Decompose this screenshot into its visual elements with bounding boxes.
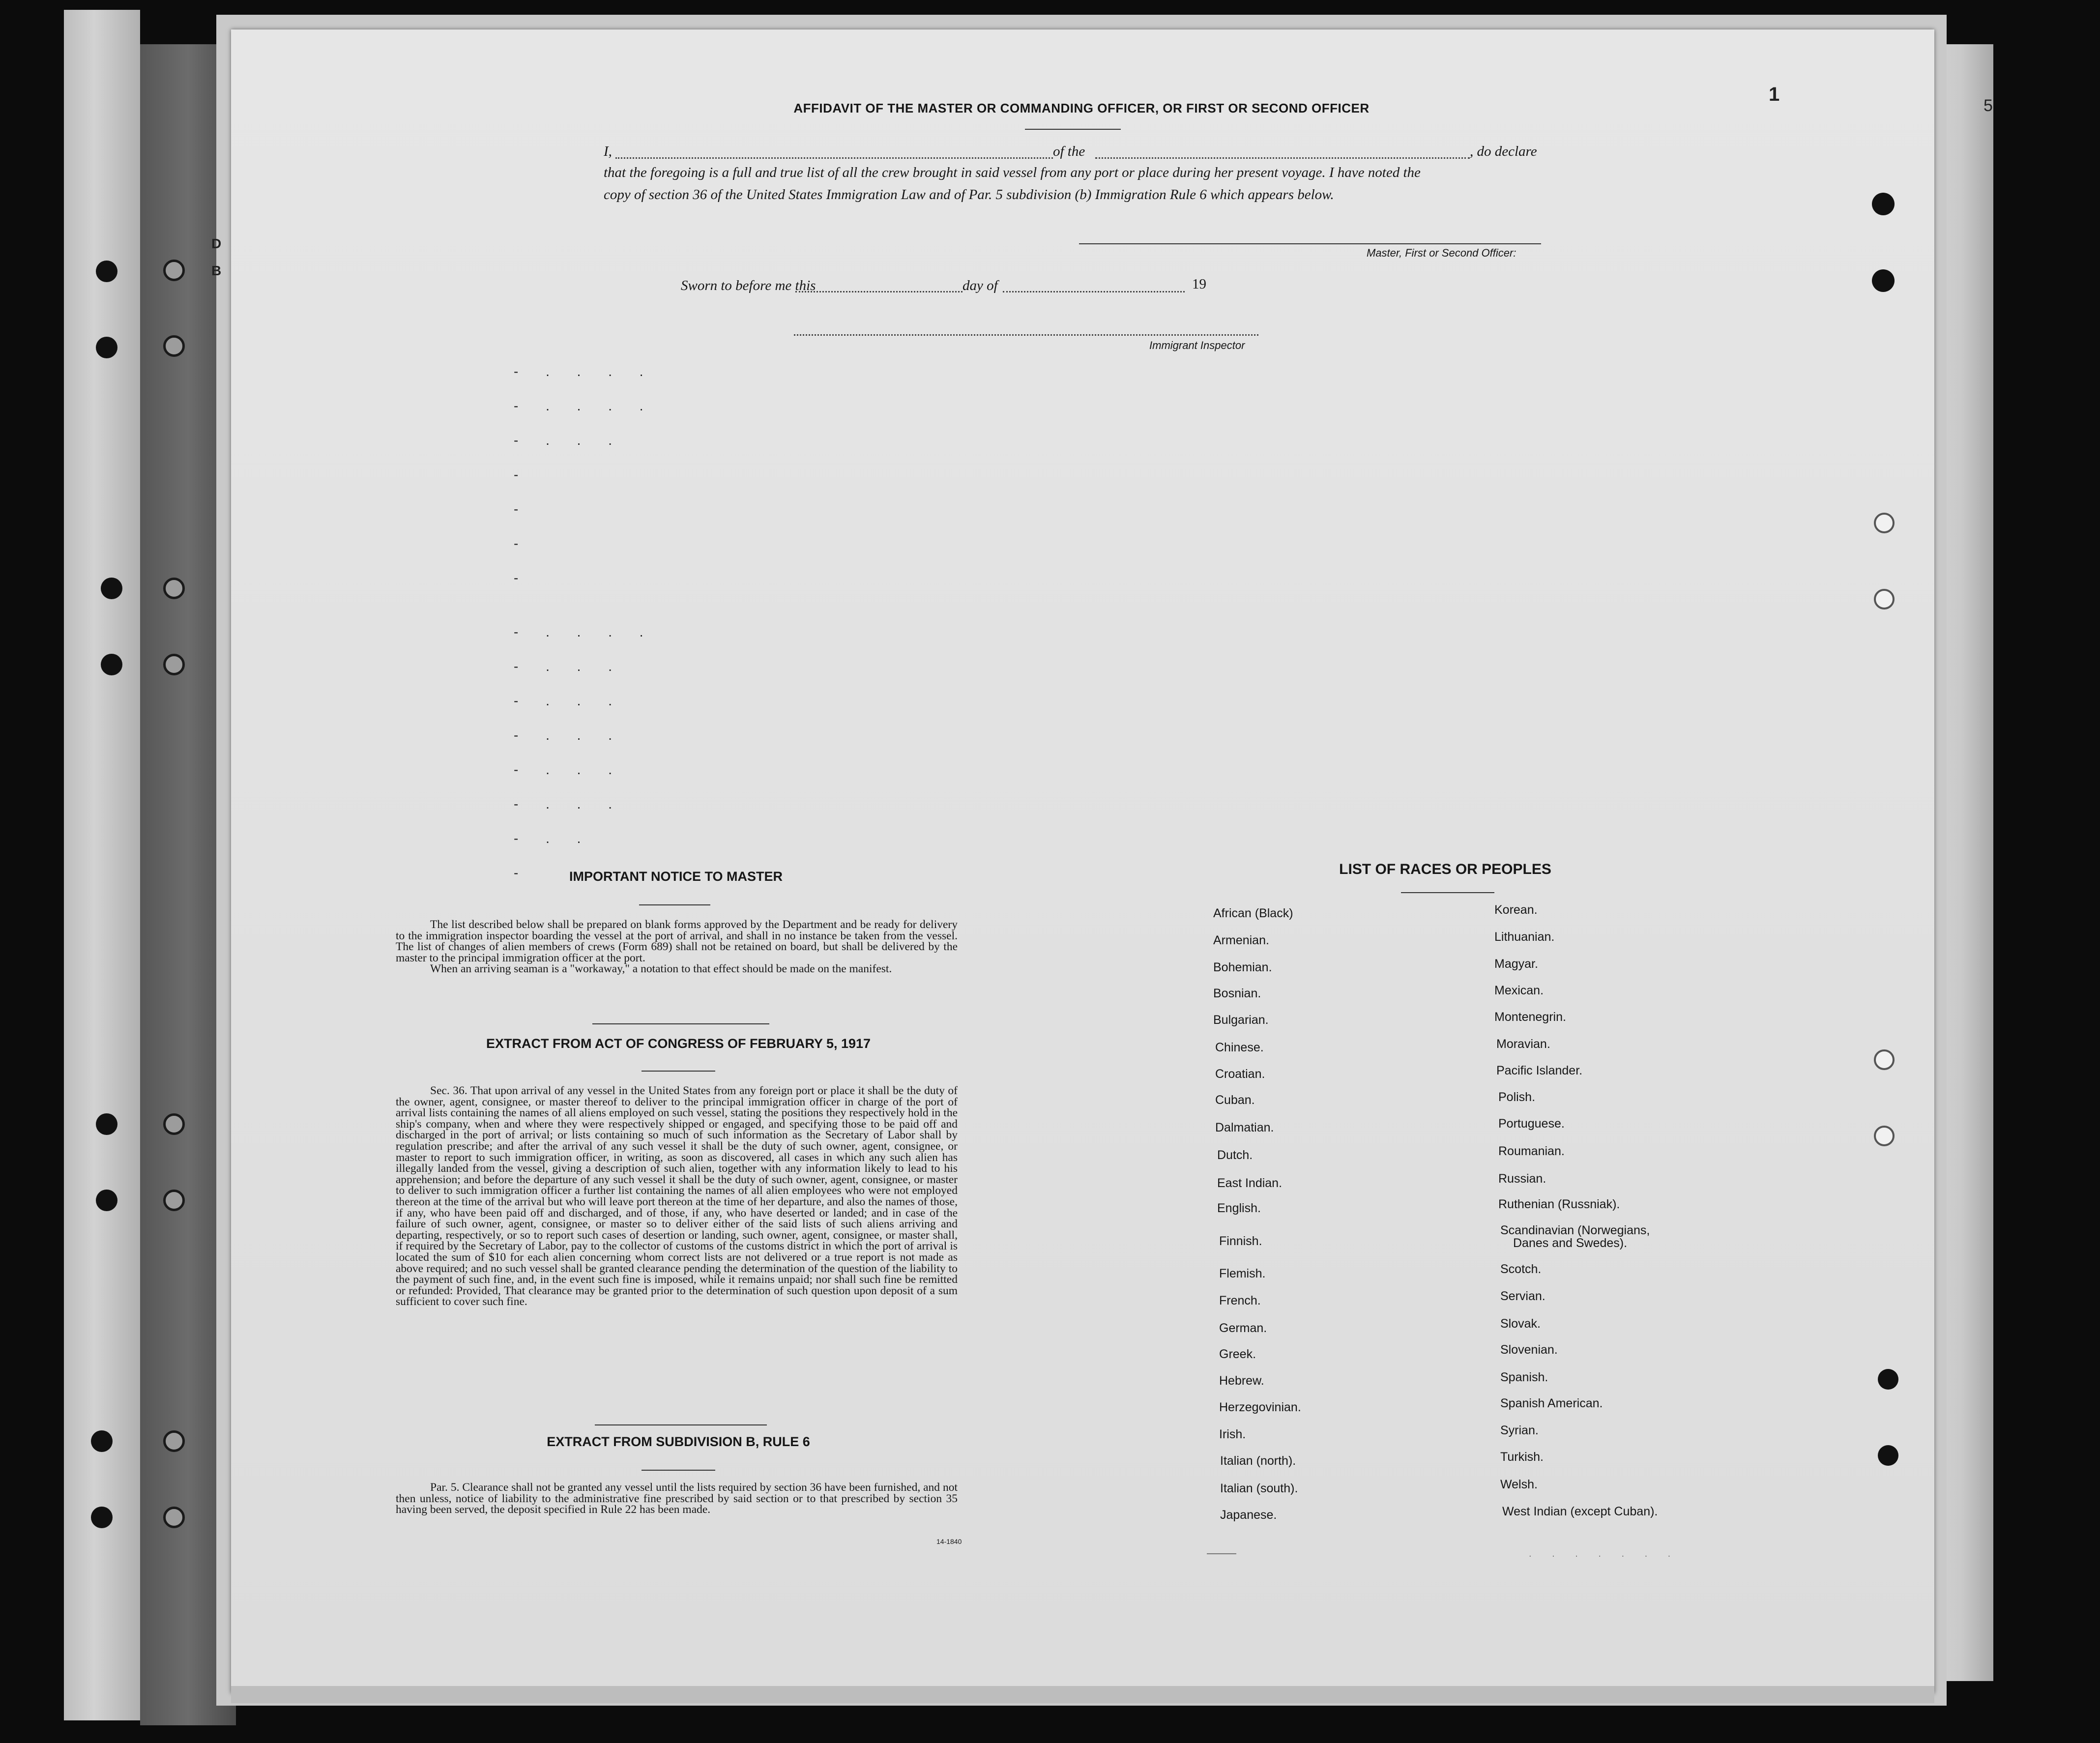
title-rule (1025, 129, 1121, 130)
rule-extract-text (396, 1482, 958, 1515)
race-item: English. (1217, 1201, 1261, 1215)
binder-hole (163, 1113, 185, 1135)
binder-hole (163, 1190, 185, 1211)
race-item: East Indian. (1217, 1176, 1283, 1190)
race-item: Bohemian. (1213, 960, 1272, 974)
binder-hole (96, 337, 117, 358)
punch-hole (1872, 193, 1895, 215)
list-marks: - . . (514, 831, 593, 846)
rule-extract-heading: EXTRACT FROM SUBDIVISION B, RULE 6 (547, 1434, 810, 1449)
notice-rule (639, 904, 710, 905)
binder-hole (163, 335, 185, 357)
affidavit-title: AFFIDAVIT OF THE MASTER OR COMMANDING OFFICER, OR FIRST OR SECOND OFFICER (793, 101, 1370, 116)
year-prefix: 19 (1192, 276, 1206, 292)
list-marks: - (514, 865, 519, 880)
race-item: Scotch. (1500, 1262, 1542, 1276)
list-marks: - . . . . (514, 624, 655, 639)
list-marks: - . . . . (514, 398, 655, 413)
list-marks: - . . . (514, 796, 624, 812)
race-item: Cuban. (1215, 1093, 1255, 1107)
notice-paragraph-1: The list described below shall be prepared on blank forms approved by the Department and be ready for delivery to the immigration inspector boarding the vessel at the port of arrival, and shall in no instance be taken from the vessel. The list of changes of alien members of crews (Form 689) shall not be retained on board, but shall be delivered by the master to the principal immigration officer at the port. (396, 918, 958, 964)
binder-hole (101, 654, 122, 675)
list-marks: - (514, 501, 519, 517)
race-item: Spanish. (1500, 1370, 1548, 1384)
races-heading: LIST OF RACES OR PEOPLES (1339, 861, 1551, 877)
punch-hole (1872, 269, 1895, 292)
race-item: German. (1219, 1321, 1267, 1335)
master-caption: Master, First or Second Officer: (1367, 247, 1517, 259)
inspector-caption: Immigrant Inspector (1149, 339, 1245, 351)
race-item: French. (1219, 1294, 1261, 1307)
race-item: Finnish. (1219, 1234, 1262, 1248)
race-item: Mexican. (1494, 984, 1544, 997)
binder-hole (96, 261, 117, 282)
affidavit-do-declare: , do declare (1470, 144, 1537, 159)
section-36-text: Sec. 36. That upon arrival of any vessel in the United States from any foreign port or place it shall be the duty of the owner, agent, consignee, or master thereof to deliver to the principal immigration officer in charge of the port of arrival lists containing the names of all aliens employed on such vessel, stating the positions they respectively hold in the ship's company, when and where they were respectively shipped or engaged, and specifying those to be paid off and discharged in the port of arrival; or lists containing so much of such information as the Secretary of Labor shall by regulation prescribe; and after the arrival of any such vessel it shall be the duty of such owner, agent, consignee, or master to report to such immigration officer, in writing, as soon as discovered, all cases in which any such alien has illegally landed from the vessel, giving a description of such alien, together with any information likely to lead to his apprehension; and before the departure of any such vessel it shall be the duty of such owner, agent, consignee, or master to deliver to such immigration officer a further list containing the names of all alien employees who were not employed thereon at the time of the arrival but who will leave port thereon at the time of her departure, and also the names of those, if any, who have been paid off and discharged, and of those, if any, who have deserted or landed; and in case of the failure of such owner, agent, consignee, or master so to deliver either of the said lists of such aliens arriving and departing, respectively, or so to report such cases of desertion or landing, such owner, agent, consignee, or master shall, if required by the Secretary of Labor, pay to the collector of customs of the customs district in which the port of arrival is located the sum of $10 for each alien concerning whom correct lists are not delivered or a true report is not made as above required; and no such vessel shall be granted clearance pending the determination of the question of the liability to the payment of such fine, and, in the event such fine is imposed, while it remains unpaid; nor shall such fine be remitted or refunded: Provided, That clearance may be granted prior to the determination of such question upon deposit of a sum sufficient to cover such fine. (396, 1084, 958, 1308)
day-of-text: day of (962, 278, 998, 293)
affidavit-line-3: copy of section 36 of the United States Immigration Law and of Par. 5 subdivision (b) Immigration Rule 6 which appears below. (604, 187, 1334, 203)
race-item: Bulgarian. (1213, 1013, 1269, 1027)
binder-hole (163, 1507, 185, 1528)
act-extract-text (396, 1085, 958, 1307)
race-item: Chinese. (1215, 1041, 1264, 1054)
list-marks: - . . . (514, 727, 624, 743)
race-item: Korean. (1494, 903, 1538, 917)
race-item: Herzegovinian. (1219, 1400, 1301, 1414)
race-item: Roumanian. (1498, 1144, 1565, 1158)
notice-heading: IMPORTANT NOTICE TO MASTER (569, 869, 783, 884)
race-item: Ruthenian (Russniak). (1498, 1197, 1620, 1211)
race-item: Irish. (1219, 1427, 1246, 1441)
act-extract-heading: EXTRACT FROM ACT OF CONGRESS OF FEBRUARY 5, 1917 (486, 1036, 871, 1051)
race-item: Danes and Swedes). (1513, 1236, 1628, 1250)
race-item: Welsh. (1500, 1478, 1538, 1491)
race-item: Portuguese. (1498, 1117, 1565, 1131)
list-marks: - . . . . (514, 364, 655, 379)
binder-hole (163, 260, 185, 281)
section-divider (595, 1424, 767, 1425)
race-item: Spanish American. (1500, 1396, 1603, 1410)
race-item: Montenegrin. (1494, 1010, 1566, 1024)
page-bottom-edge (231, 1686, 1934, 1703)
affidavit-line-2: that the foregoing is a full and true list of all the crew brought in said vessel from any port or place during her present voyage. I have noted the (604, 165, 1421, 180)
rule-rule (642, 1470, 715, 1471)
races-rule (1401, 892, 1494, 893)
list-marks: - . . . (514, 659, 624, 674)
list-marks: - . . . (514, 433, 624, 448)
notice-text (396, 919, 958, 975)
notice-paragraph-2: When an arriving seaman is a "workaway," a notation to that effect should be made on the manifest. (430, 962, 892, 976)
margin-letter: D (211, 236, 222, 251)
stray-mark: . . . . . . . (1529, 1548, 1680, 1559)
race-item: Japanese. (1220, 1508, 1277, 1522)
punch-hole (1874, 1049, 1895, 1070)
list-marks: - (514, 570, 519, 585)
race-item: Magyar. (1494, 957, 1538, 971)
race-item: Syrian. (1500, 1423, 1539, 1437)
race-item: Italian (north). (1220, 1454, 1296, 1468)
race-item: Hebrew. (1219, 1374, 1264, 1388)
binder-hole (163, 578, 185, 599)
binder-hole (101, 578, 122, 599)
race-item: Turkish. (1500, 1450, 1544, 1464)
par-5-text: Par. 5. Clearance shall not be granted any vessel until the lists required by section 36 have been furnished, and not then unless, notice of liability to the administrative fine prescribed by said section or to that prescribed by section 35 having been served, the deposit specified in Rule 22 has been made. (396, 1481, 958, 1516)
vessel-blank[interactable] (1095, 157, 1470, 159)
race-item: West Indian (except Cuban). (1502, 1505, 1658, 1518)
race-item: Slovenian. (1500, 1343, 1558, 1357)
race-item: African (Black) (1213, 906, 1293, 920)
act-rule (642, 1071, 715, 1072)
list-marks: - . . . (514, 693, 624, 708)
master-signature-line[interactable] (1079, 243, 1541, 244)
affidavit-i: I, (604, 144, 612, 159)
binder-hole (163, 654, 185, 675)
binder-hole (96, 1113, 117, 1135)
race-item: Polish. (1498, 1090, 1536, 1104)
binder-hole (91, 1430, 113, 1452)
binder-hole (91, 1507, 113, 1528)
punch-hole (1874, 513, 1895, 533)
folio-mark: 5 (1983, 96, 1993, 115)
race-item: Russian. (1498, 1172, 1546, 1186)
sworn-month-blank[interactable] (1003, 291, 1185, 292)
punch-hole (1874, 1126, 1895, 1146)
race-item: Servian. (1500, 1289, 1546, 1303)
race-item: Lithuanian. (1494, 930, 1555, 944)
race-item: Dutch. (1217, 1148, 1253, 1162)
race-item: Pacific Islander. (1496, 1064, 1583, 1077)
race-item: Scandinavian (Norwegians, (1500, 1223, 1650, 1237)
race-item: Dalmatian. (1215, 1121, 1274, 1134)
race-item: Moravian. (1496, 1037, 1550, 1051)
punch-hole (1878, 1445, 1898, 1466)
sworn-day-blank[interactable] (795, 291, 962, 292)
handwritten-mark: 1 (1769, 84, 1780, 105)
affidavit-of-the: of the (1053, 144, 1085, 159)
stray-mark (1207, 1553, 1236, 1554)
race-item: Croatian. (1215, 1067, 1265, 1081)
race-item: Armenian. (1213, 933, 1269, 947)
form-number: 14-1840 (936, 1538, 962, 1545)
margin-letter: B (211, 263, 222, 278)
list-marks: - . . . (514, 762, 624, 777)
sworn-text: Sworn to before me this (681, 278, 816, 293)
section-divider (592, 1023, 769, 1024)
race-item: Bosnian. (1213, 987, 1261, 1000)
punch-hole (1878, 1369, 1898, 1390)
punch-hole (1874, 589, 1895, 610)
list-marks: - (514, 467, 519, 482)
race-item: Flemish. (1219, 1267, 1266, 1280)
list-marks: - (514, 536, 519, 551)
binder-hole (163, 1430, 185, 1452)
inspector-signature-line[interactable] (794, 334, 1258, 336)
name-blank[interactable] (615, 157, 1053, 159)
race-item: Greek. (1219, 1347, 1256, 1361)
race-item: Slovak. (1500, 1317, 1541, 1331)
race-item: Italian (south). (1220, 1482, 1298, 1495)
binder-hole (96, 1190, 117, 1211)
